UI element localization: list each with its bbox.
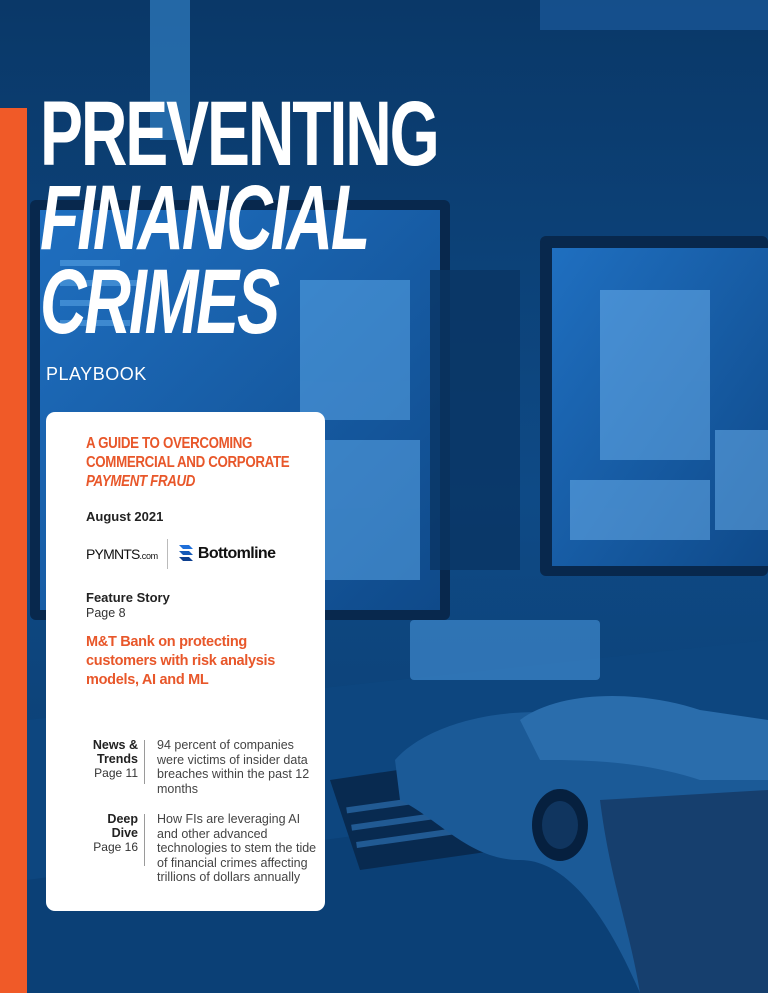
- toc-name: News &: [92, 738, 138, 752]
- toc-label: [46, 812, 138, 855]
- cover-title: [40, 83, 608, 353]
- title-line: CRIMES: [40, 251, 278, 353]
- accent-bar: [0, 108, 27, 993]
- toc-divider: [144, 814, 145, 866]
- pymnts-logo: PYMNTS.com: [86, 546, 158, 562]
- toc-label: [46, 738, 138, 781]
- cover-subtitle: PLAYBOOK: [46, 364, 147, 384]
- feature-title[interactable]: M&T Bank on protecting customers with risk analysis models, AI and ML: [86, 634, 276, 688]
- feature-heading: Feature Story: [86, 590, 170, 605]
- contents-card: [46, 412, 325, 911]
- title-line: FINANCIAL: [40, 167, 369, 269]
- toc-description: How FIs are leveraging AI and other advanced technologies to stem the tide of financial crimes affecting trillions of dollars annually: [157, 812, 317, 885]
- guide-line: COMMERCIAL AND CORPORATE: [86, 454, 290, 471]
- partner-logos: [86, 538, 325, 570]
- guide-line: PAYMENT FRAUD: [86, 473, 196, 490]
- issue-date: August 2021: [86, 509, 164, 524]
- toc-name: Dive: [111, 826, 138, 840]
- guide-heading: [86, 434, 310, 491]
- toc-name: Deep: [107, 812, 138, 826]
- toc-page: Page 16: [93, 840, 138, 854]
- toc-name: Trends: [97, 752, 138, 766]
- bottomline-icon: [177, 543, 195, 565]
- guide-line: A GUIDE TO OVERCOMING: [86, 435, 253, 452]
- toc-page: Page 11: [94, 766, 138, 780]
- logo-divider: [167, 539, 168, 569]
- toc-description: 94 percent of companies were victims of insider data breaches within the past 12 months: [157, 738, 310, 796]
- toc-divider: [144, 740, 145, 784]
- title-line: PREVENTING: [40, 83, 438, 185]
- bottomline-logo: Bottomline: [197, 545, 276, 562]
- feature-page: Page 8: [86, 606, 126, 620]
